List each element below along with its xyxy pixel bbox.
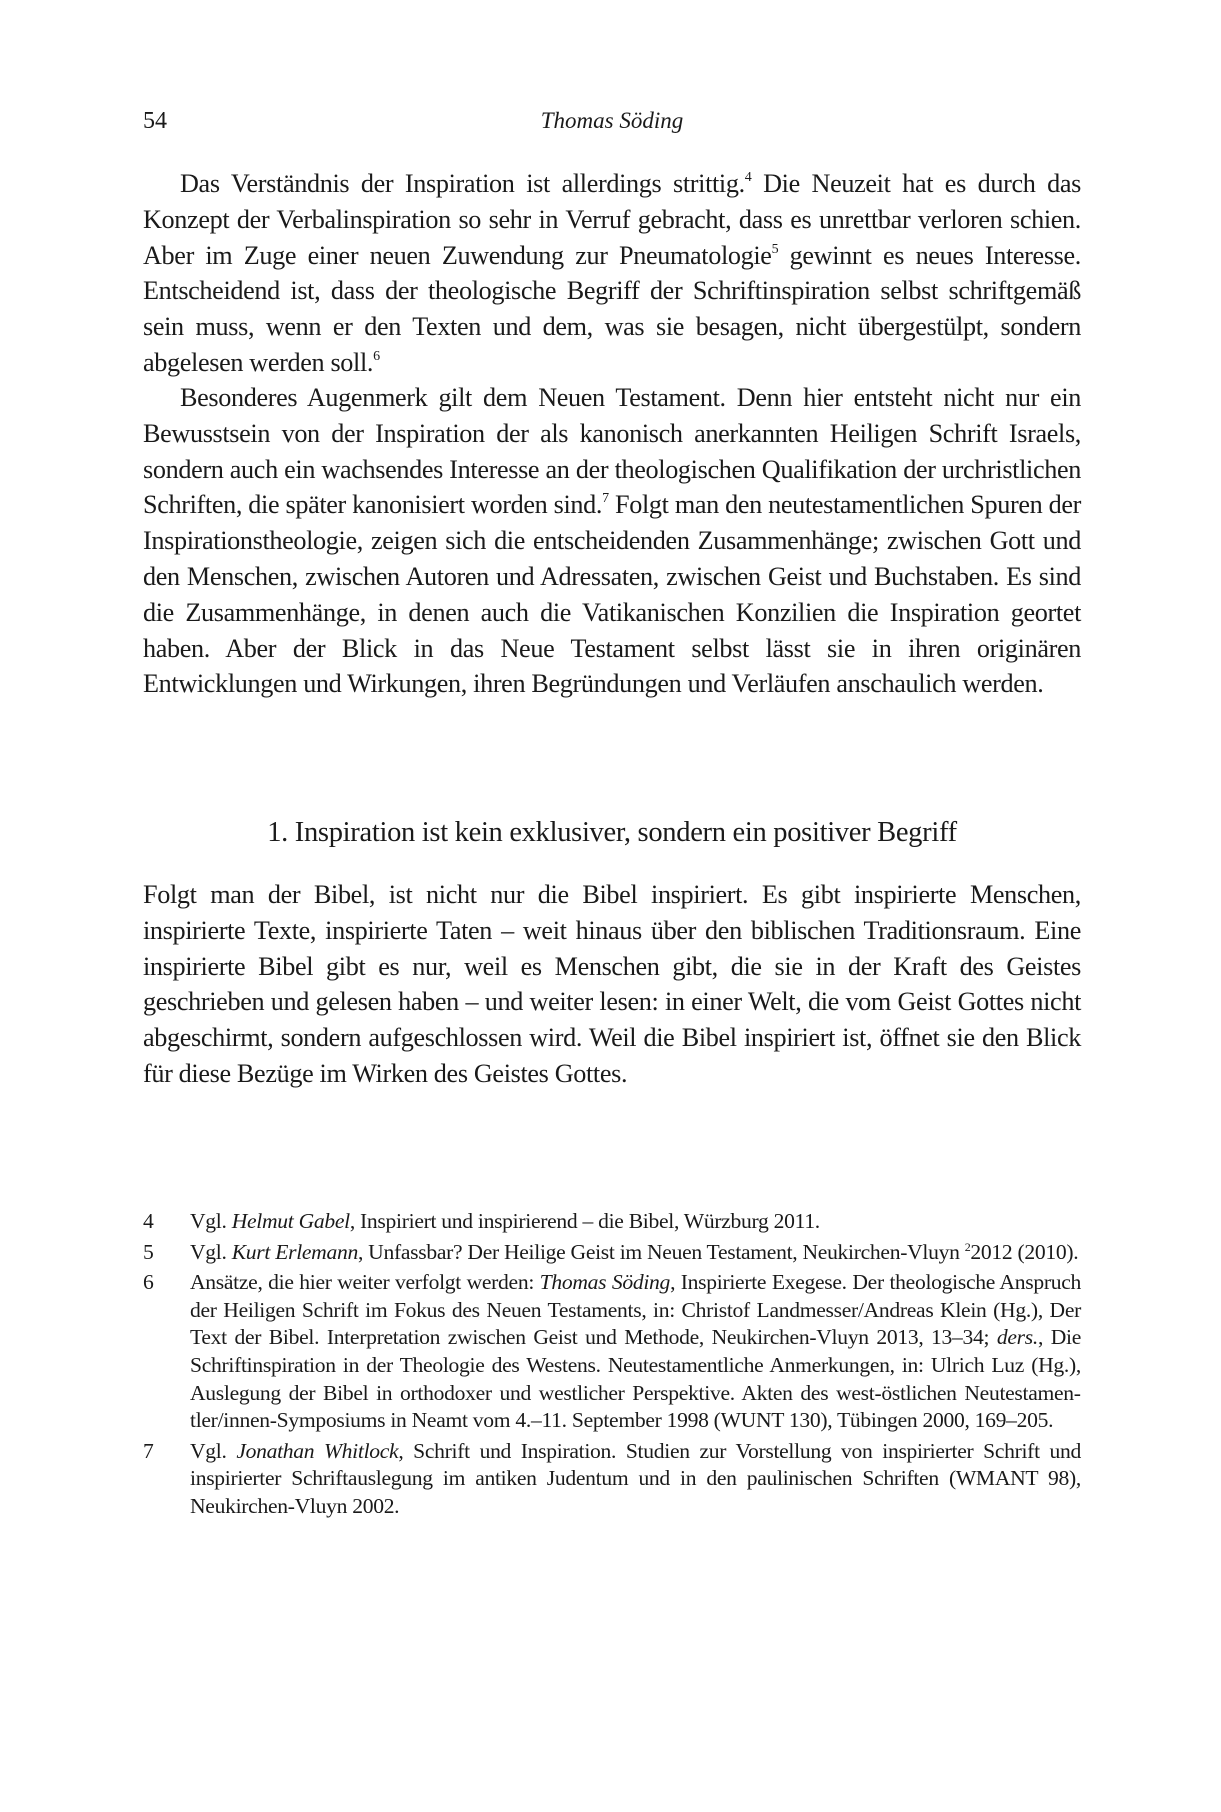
paragraph xyxy=(143,166,1081,381)
section-heading: 1. Inspiration ist kein exklusiver, sondern ein positiver Begriff xyxy=(267,817,957,848)
footnote-6 xyxy=(143,1269,1081,1435)
footnotes xyxy=(143,1208,1081,1524)
paragraph xyxy=(143,380,1081,702)
footnote-number: 6 xyxy=(143,1270,154,1295)
footnote-author: Jonathan Whitlock xyxy=(236,1438,399,1463)
text-run: Folgt man den neutestamentlichen Spuren der Inspirationstheologie, zeigen sich die entscheidenden Zusammenhänge; zwischen Gott und den Menschen, zwischen Autoren und Adressaten, zwischen Geist und Buchstaben. Es sind die Zusammenhänge, in denen auch die Vatikanischen Konzilien die Inspiration geortet haben. Aber der Blick in das Neue Testament selbst lässt sie in ihren originären Entwicklungen und Wirkungen, ihren Begründungen und Verläufen anschaulich werden. xyxy=(143,490,1081,699)
text-run: Das Verständnis der Inspiration ist allerdings strittig. xyxy=(180,169,745,198)
footnote-text: , Inspiriert und inspirierend – die Bibel, Würzburg 2011. xyxy=(349,1209,820,1233)
footnote-text: Vgl. xyxy=(190,1209,232,1233)
footnote-ref-4[interactable]: 4 xyxy=(744,170,752,185)
footnote-ders: ders. xyxy=(996,1325,1038,1350)
footnote-text: 2012 (2010). xyxy=(970,1239,1079,1264)
footnote-ref-6[interactable]: 6 xyxy=(373,348,380,364)
body-paragraph-1 xyxy=(143,166,1081,381)
text-run: Besonderes Augenmerk gilt dem Neuen Testament. Denn hier entsteht nicht nur ein Bewusstsein von der Inspiration der als kanonisch anerkannten Heiligen Schrift Israels, sondern auch ein wachsendes Interesse an der theologischen Qualifikation der urchristlichen Schriften, die später kanonisiert worden sind. xyxy=(143,383,1081,520)
footnote-text: Vgl. xyxy=(190,1438,237,1463)
paragraph: Folgt man der Bibel, ist nicht nur die Bibel inspiriert. Es gibt inspirierte Menschen, inspirierte Texte, inspirierte Taten – weit hinaus über den biblischen Traditionsraum. Eine inspirierte Bibel gibt es nur, weil es Menschen gibt, die sie in der Kraft des Geistes geschrieben und gelesen haben – und weiter lesen: in einer Welt, die vom Geist Gottes nicht abgeschirmt, sondern aufgeschlossen wird. Weil die Bibel inspiriert ist, öffnet sie den Blick für diese Bezüge im Wirken des Geistes Gottes. xyxy=(143,880,1081,1088)
footnote-text: , Schrift und Inspiration. Studien zur Vorstellung von inspirierter Schrift und inspirierter Schriftauslegung im antiken Judentum und in den paulinischen Schriften (WMANT 98), Neukirchen-Vluyn 2002. xyxy=(190,1438,1081,1518)
edition-superscript: 2 xyxy=(964,1239,971,1254)
footnote-ref-7[interactable]: 7 xyxy=(602,491,609,507)
footnote-number: 5 xyxy=(143,1239,154,1264)
running-head xyxy=(143,108,1081,138)
footnote-4 xyxy=(143,1208,1081,1236)
page-number: 54 xyxy=(143,108,167,134)
text-run: gewinnt es neues Interesse. Entscheidend ist, dass der theologische Begriff der Schriftinspiration selbst schriftgemäß sein muss, wenn er den Texten und dem, was sie besagen, nicht übergestülpt, sondern abgelesen werden soll. xyxy=(143,240,1081,377)
footnote-number: 4 xyxy=(143,1209,154,1233)
footnote-5 xyxy=(143,1239,1081,1267)
footnote-author: Thomas Söding xyxy=(539,1270,671,1295)
footnote-text: , Inspirierte Exegese. Der theologische Anspruch der Heiligen Schrift im Fokus des Neuen Testaments, in: Christof Landmesser/Andreas Klein (Hg.), Der Text der Bibel. Interpretation zwischen Geist und Methode, Neukirchen-Vluyn 2013, 13–34; xyxy=(190,1270,1081,1350)
footnote-7 xyxy=(143,1438,1081,1521)
body-paragraph-3 xyxy=(143,877,1081,1092)
text-run: Die Neuzeit hat es durch das Konzept der Verbalinspiration so sehr in Verruf gebracht, dass es unrettbar verloren schien. Aber im Zuge einer neuen Zuwendung zur Pneumatologie xyxy=(143,169,1081,270)
footnote-ref-5[interactable]: 5 xyxy=(771,241,779,257)
body-paragraph-2 xyxy=(143,380,1081,702)
running-title: Thomas Söding xyxy=(540,108,684,133)
footnote-number: 7 xyxy=(143,1438,154,1463)
footnote-text: , Unfassbar? Der Heilige Geist im Neuen Testament, Neukirchen-Vluyn xyxy=(357,1239,965,1264)
footnote-author: Helmut Gabel xyxy=(231,1209,350,1233)
footnote-text: Ansätze, die hier weiter verfolgt werden: xyxy=(190,1270,540,1295)
footnote-text: , Die Schriftinspiration in der Theologie des Westens. Neutestamentliche Anmerkungen, in: Ulrich Luz (Hg.), Auslegung der Bibel in orthodoxer und westlicher Perspektive. Akten des west-östlichen Neutestamentler/innen-Symposiums in Neamt vom 4.–11. September 1998 (WUNT 130), Tübingen 2000, 169–205. xyxy=(190,1325,1081,1433)
footnote-text: Vgl. xyxy=(190,1239,232,1264)
footnote-author: Kurt Erlemann xyxy=(231,1239,358,1264)
